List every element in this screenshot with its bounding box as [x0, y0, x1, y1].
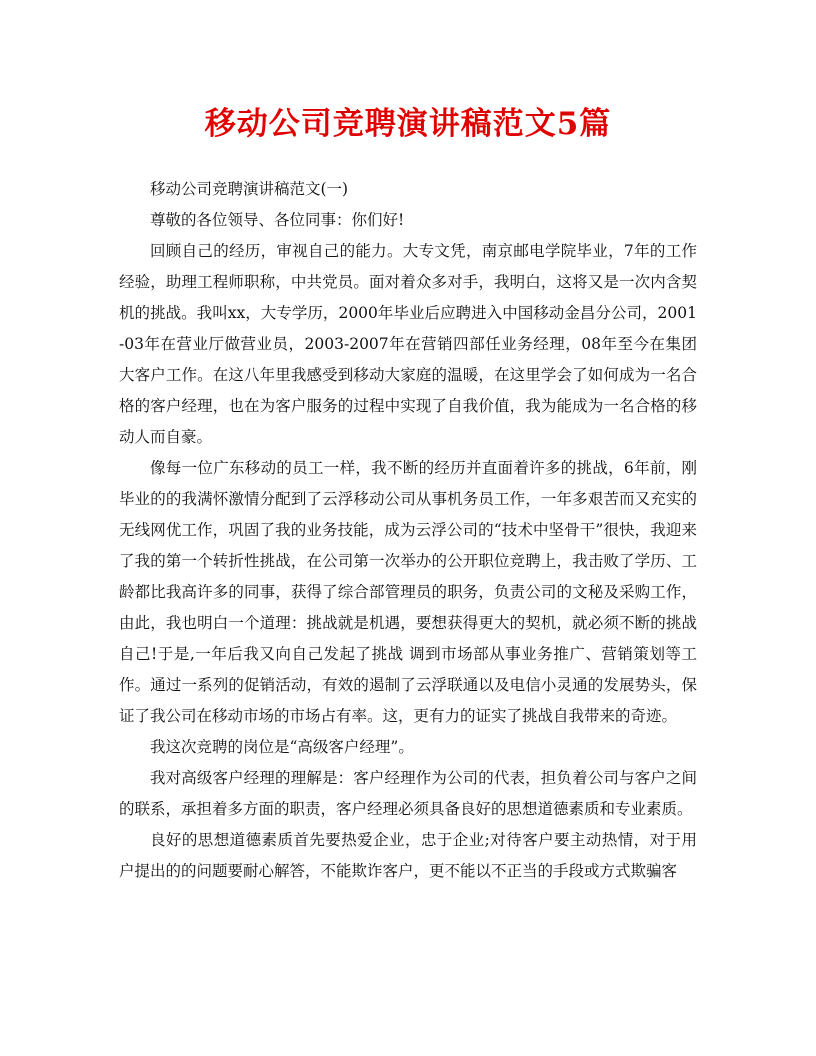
- body-paragraph: 良好的思想道德素质首先要热爱企业，忠于企业;对待客户要主动热情，对于用户提出的的问题要耐心解答，不能欺诈客户，更不能以不正当的手段或方式欺骗客: [119, 831, 697, 880]
- body-paragraph: 回顾自己的经历，审视自己的能力。大专文凭，南京邮电学院毕业，7年的工作经验，助理工程师职称，中共党员。面对着众多对手，我明白，这将又是一次内含契机的挑战。我叫xx，大专学历，2000年毕业后应聘进入中国移动金昌分公司，2001-03年在营业厅做营业员，2003-2007年在营销四部任业务经理，08年至今在集团大客户工作。在这八年里我感受到移动大家庭的温暖，在这里学会了如何成为一名合格的客户经理，也在为客户服务的过程中实现了自我价值，我为能成为一名合格的移动人而自豪。: [119, 242, 697, 446]
- body-paragraph: 我对高级客户经理的理解是：客户经理作为公司的代表，担负着公司与客户之间的联系，承担着多方面的职责，客户经理必须具备良好的思想道德素质和专业素质。: [119, 769, 697, 818]
- body-paragraph: 我这次竞聘的岗位是“高级客户经理”。: [150, 738, 414, 756]
- document-body: [119, 174, 697, 887]
- body-paragraph: 像每一位广东移动的员工一样，我不断的经历并直面着许多的挑战，6年前，刚毕业的的我满怀激情分配到了云浮移动公司从事机务员工作，一年多艰苦而又充实的无线网优工作，巩固了我的业务技能，成为云浮公司的“技术中坚骨干”很快，我迎来了我的第一个转折性挑战，在公司第一次举办的公开职位竞聘上，我击败了学历、工龄都比我高许多的同事，获得了综合部管理员的职务，负责公司的文秘及采购工作，由此，我也明白一个道理：挑战就是机遇，要想获得更大的契机，就必须不断的挑战自己!于是,一年后我又向自己发起了挑战 调到市场部从事业务推广、营销策划等工作。通过一系列的促销活动，有效的遏制了云浮联通以及电信小灵通的发展势头，保证了我公司在移动市场的市场占有率。这，更有力的证实了挑战自我带来的奇迹。: [119, 459, 697, 725]
- salutation: 尊敬的各位领导、各位同事：你们好!: [150, 211, 405, 229]
- section-heading: 移动公司竞聘演讲稿范文(一): [150, 180, 349, 198]
- document-title: 移动公司竞聘演讲稿范文5篇: [204, 106, 612, 142]
